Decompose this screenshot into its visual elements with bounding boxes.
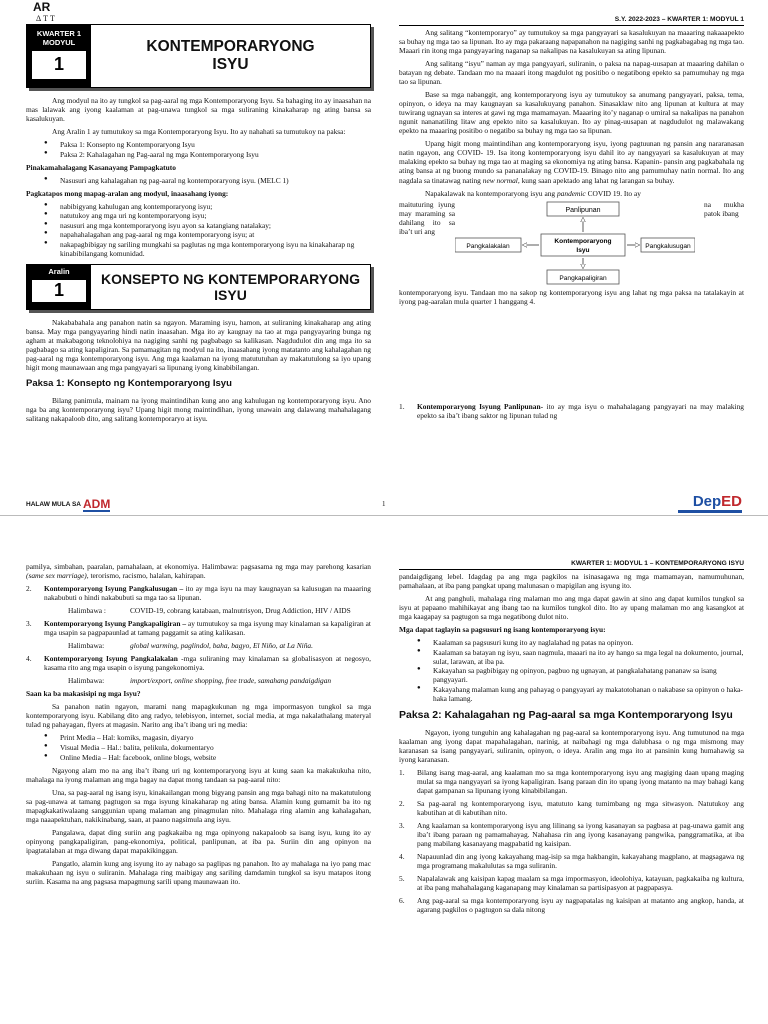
paksa2-paragraph: Ngayon, iyong tunguhin ang kahalagahan ng pag-aaral sa kontemporaryong isyu. Ang tumutunod na mga kaalaman ang iyong dapat mapahalagahan, narinig, at naibahagi ng mga dalubhasa o ng mga mismong may karanasan sa isang pangyayari, suliranin, opinyon, o ideya. Aralin ang mga ito at pansinin kung humahawig sa iyong karanasan.: [399, 727, 744, 764]
list-item: [399, 852, 744, 870]
isyu-types-diagram: [455, 200, 695, 286]
goal-item: ● nabibigyang kahulugan ang kontemporaryong isyu;: [26, 202, 371, 211]
list-item-body: ay tumutukoy sa mga isyung may kinalaman sa kapaligiran at mga usapin sa pagpapaunlad at tamang paggamit sa ating kalikasan.: [44, 619, 371, 638]
taglay-item: ● Kakayahan sa pagbibigay ng opinyon, pagbuo ng ugnayan, at pangkalahatang pananaw sa isang pangyayari.: [399, 666, 744, 684]
panghuli-paragraph: At ang panghuli, mahalaga ring malaman mo ang mga dapat gawin at sino ang dapat kumilos tungkol sa isyu at papaano mahihikayat ang ibang tao na kumilos tungkol dito. Ito ay upang malaman mo ang kasangkot at mga kaagapay sa pagtugon sa mga negatibong dulot nito.: [399, 594, 744, 622]
pandemic-word: pandemic: [556, 188, 586, 198]
corner-mark-ar: AR: [33, 0, 51, 14]
saan-heading: Saan ka ba makasisipi ng mga Isyu?: [26, 689, 141, 699]
covid-text: Upang higit mong maintindihan ang kontemporaryong isyu, iyong pagtuunan ng pansin ang nararanasan natin ngayon, ang COVID- 19. Isa itong kontemporaryong isyu dahil ito ay nangyayari sa kasalukuyan at may malaking epekto sa buhay ng mga tao at maging sa ekonomiya ng ating bansa. Kapanin- pansin ang pagkabahala ng ating bansa at ng buong mundo sa pananalakay ng COVID-19. Binago nito ang pamumuhay natin normal. Ito ang nagdala sa tinatawag nating: [399, 139, 744, 185]
cont-text-end: terorismo, racismo, halalan, kahirapan.: [90, 571, 206, 581]
aralin-title-line1: KONSEPTO NG KONTEMPORARYONG: [100, 270, 361, 287]
list-number: 4.: [26, 654, 32, 664]
isyu-types-list: [26, 584, 371, 685]
module-header: [26, 24, 371, 88]
list-item-title: Kontemporaryong Isyung Pangkalusugan –: [44, 584, 184, 594]
list-text: Bilang isang mag-aaral, ang kaalaman mo sa mga kontemporaryong isyu ang magiging daan upang maging mulat sa mga nangyayari sa iyong kapaligiran. Isang paraan din ito upang iyong matanto na may bahagi kang dapat gampanan sa lipunang iyong kinabibilangan.: [417, 767, 744, 795]
modyul-label: MODYUL: [42, 38, 76, 48]
list-text: [44, 584, 371, 602]
list-number: 5.: [399, 874, 405, 884]
page-2: [0, 515, 768, 1024]
same-sex-text: (same sex marriage),: [26, 571, 89, 581]
list-text: Napalalawak ang kaisipan kapag maalam sa mga impormasyon, ideolohiya, katayuan, pagkakaiba ng kultura, at iba pang mahahalagang kaganapang may kinalaman sa partisipasyon at pagpapasya.: [417, 874, 744, 893]
intro-paragraph-1: Ang modyul na ito ay tungkol sa pag-aaral ng mga Kontemporaryong Isyu. Sa bahaging ito ay inaasahan na mas lalawak ang iyong kaalaman at pag-unawa tungkol sa mga suliraning kinakaharap ng ating bansa sa kasalukuyan.: [26, 96, 371, 124]
example-value: import/export, online shopping, free trade, samahang pandaigdigan: [130, 676, 332, 686]
deped-logo-ed: ED: [721, 493, 742, 510]
list-item-body: ito ay mga isyu o mahahalagang pangyayari na may malaking epekto sa iba’t ibang saktor ng lipunan tulad ng: [417, 401, 744, 420]
example-value: COVID-19, cobrang katabaan, malnutrisyon, Drug Addiction, HIV / AIDS: [130, 606, 351, 616]
isyu-types-list-start: [399, 402, 744, 420]
list-item-title: Kontemporaryong Isyung Pangkalakalan: [44, 654, 178, 664]
diagram-label-center-1: Kontemporaryong: [554, 237, 612, 245]
paksa-list: [26, 140, 371, 159]
module-badge: [27, 25, 91, 87]
taglay-list: [399, 638, 744, 703]
paksa1-paragraph: Bilang panimula, mainam na iyong maintindihan kung ano ang kahulugan ng kontemporaryong isyu. Ano nga ba ang kontemporaryong isyu? Upang higit mong maintindihan, iyong unawain ang dalawang mahahalagang salitang nakapaloob dito, ang salitang kontemporaryo at isyu.: [26, 395, 371, 423]
diagram-label-pangkalusugan: Pangkalusugan: [645, 242, 691, 250]
list-number: 3.: [399, 821, 405, 831]
diagram-wrap-text-left: maituturing iyung may maraming sa dahilang ito sa iba’t uri ang: [399, 199, 455, 236]
module-title: [91, 25, 370, 87]
module-title-line1: KONTEMPORARYONG: [146, 38, 315, 56]
example-value: global warming, paglindol, baha, bagyo, El Niño, at La Niña.: [130, 641, 313, 651]
example-row: [68, 606, 371, 615]
pandemic-paragraph: [399, 189, 744, 198]
diagram-label-pangkalakalan: Pangkalakalan: [466, 242, 510, 250]
list-item-body: ito ay mga isyu na may kaugnayan sa kalusugan na maaaring nakabubuti o hindi nakabubuti sa mga tao sa lipunan.: [44, 584, 371, 603]
list-text: [44, 619, 371, 637]
example-label: Halimbawa:: [68, 641, 105, 651]
list-number: 1.: [399, 401, 405, 411]
page-number: 1: [382, 500, 386, 508]
example-label: Halimbawa:: [68, 676, 105, 686]
deped-logo-underline: [678, 510, 742, 513]
list-item: [399, 896, 744, 914]
isyu-types-diagram-block: [399, 200, 744, 286]
deped-logo-dep: Dep: [692, 493, 722, 510]
halaw-credit: [26, 498, 110, 512]
taglay-item: ● Kaalaman sa pagsusuri kung ito ay naglalahad ng patas na opinyon.: [399, 638, 744, 647]
list-text: [44, 654, 371, 672]
list-text: Ang pag-aaral sa mga kontemporaryong isyu ay nagpapatalas ng kaisipan at matanto ang angkop, handa, at agarang pagkilos o pagtugon sa dala nitong: [417, 896, 744, 915]
goal-item: ● napahahalagahan ang pag-aaral ng mga kontemporaryong isyu; at: [26, 230, 371, 239]
goal-item: ● natutukoy ang mga uri ng kontemporaryong isyu;: [26, 211, 371, 220]
list-item: [26, 584, 371, 602]
diagram-label-pangkapaligiran: Pangkapaligiran: [559, 274, 607, 282]
list-item-title: Kontemporaryong Isyung Pangkapaligiran –: [44, 619, 187, 629]
aralin-header: [26, 264, 371, 310]
taglay-heading: Mga dapat taglayin sa pagsusuri ng isang kontemporaryong isyu:: [399, 625, 606, 635]
pandemic-paragraph-end: kontemporaryong isyu. Tandaan mo na sakop ng kontemporaryong isyu ang lahat ng mga paksa na tatalakayin at iyong pag-aaralan mula quarter 1 hanggang 4.: [399, 287, 744, 306]
list-number: 2.: [26, 584, 32, 594]
list-item: [399, 402, 744, 420]
list-item: [399, 768, 744, 795]
module-running-header: KWARTER 1: MODYUL 1 – KONTEMPORARYONG ISYU: [399, 560, 744, 570]
media-item: ● Print Media – Hal: komiks, magasin, diyaryo: [26, 733, 371, 742]
covid-text-end: kung saan apektado ang lahat ng larangan sa buhay.: [521, 175, 675, 185]
list-number: 2.: [399, 798, 405, 808]
list-item: [26, 619, 371, 637]
list-number: 4.: [399, 852, 405, 862]
aralin-label: Aralin: [48, 266, 70, 276]
intro-paragraph-2: Ang Aralin 1 ay tumutukoy sa mga Kontemporaryong Isyu. Ito ay nahahati sa tumutukoy na paksa:: [52, 127, 346, 137]
list-item: [26, 654, 371, 672]
goal-item: ● nakapagbibigay ng sariling mungkahi sa paglutas ng mga kontemporaryong isyu na kinakaharap ng kinabibilangang komunidad.: [26, 240, 371, 258]
new-normal-text: new normal,: [482, 175, 520, 185]
list-number: 1.: [399, 767, 405, 777]
list-text: Napauunlad din ang iyong kakayahang mag-isip sa mga hakbangin, kakayahang magplano, at magsagawa ng mga programang makalulutas sa mga suliranin.: [417, 852, 744, 871]
diagram-label-panlipunan: Panlipunan: [565, 206, 601, 214]
example-row: [68, 641, 371, 650]
right-continuation: pandaigdigang lebel. Idagdag pa ang mga pagkilos na isinasagawa ng mga mamamayan, namumuhunan, pamahalaan, at iba pang pangkat upang malunasan o mapigilan ang isyung ito.: [399, 572, 744, 591]
pangatlo-paragraph: Pangatlo, alamin kung ang isyung ito ay nabago sa paglipas ng panahon. Ito ay mahalaga na iyo pang mac makakuhaan ng isyu o suliranin. Mahalaga ring maibigay ang sariling damdamin tungkol sa isyu matapos itong suriin. Kasama na ang pagsasa mapagmung sarili upang maunawaan ito.: [26, 858, 371, 886]
taglay-item: ● Kaalaman sa batayan ng isyu, saan nagmula, maaari na ito ay hango sa mga legal na dokumento, journal, sulat, larawan, at iba pa.: [399, 648, 744, 666]
list-text: Sa pag-aaral ng kontemporaryong isyu, matututo kang tumimbang ng mga sitwasyon. Natutukoy ang kabutihan at di kabutihan nito.: [417, 798, 744, 817]
media-item: ● Visual Media – Hal.: balita, pelikula, dokumentaryo: [26, 743, 371, 752]
halaw-text: HALAW MULA SA: [26, 501, 82, 509]
kwarter-label: KWARTER 1: [36, 29, 82, 38]
bottom-right-column: [399, 560, 744, 918]
ngayong-paragraph: Ngayong alam mo na ang iba’t ibang uri ng kontemporaryong isyu at kung saan ka makakukuha nito, mahalaga na iyong malaman ang mga bagay na dapat mong tandaan sa pag-aaral nito:: [26, 765, 371, 784]
aralin-title-line2: ISYU: [214, 286, 247, 303]
school-year-header: S.Y. 2022-2023 – KWARTER 1: MODYUL 1: [399, 16, 744, 26]
right-column: [399, 16, 744, 424]
corner-mark-at: ΔTT: [36, 14, 57, 23]
paksa2-heading: Paksa 2: Kahalagahan ng Pag-aaral sa mga Kontemporaryong Isyu: [399, 708, 733, 721]
melc-list: [26, 176, 371, 185]
melc-item: ● Nasusuri ang kahalagahan ng pag-aaral ng kontemporaryong isyu. (MELC 1): [26, 176, 371, 185]
list-item-body: -mga suliraning may kinalaman sa globalisasyon at negosyo, kasama rito ang mga usapin o isyung pangekonomiya.: [44, 654, 371, 673]
paksa-item: ● Paksa 2: Kahalagahan ng Pag-aaral ng mga Kontemporaryong Isyu: [26, 150, 371, 159]
deped-logo: [693, 494, 742, 509]
pandemic-text-start: Napakalawak na kontemporaryong isyu ang: [425, 188, 556, 198]
covid-paragraph: [399, 139, 744, 184]
aralin-badge: [27, 265, 91, 309]
paksa1-heading: Paksa 1: Konsepto ng Kontemporaryong Isyu: [26, 378, 232, 390]
media-item: ● Online Media – Hal: facebook, online blogs, website: [26, 753, 371, 762]
example-row: [68, 676, 371, 685]
melc-heading: Pinakamahalagang Kasanayang Pampagkatuto: [26, 162, 176, 172]
diagram-wrap-text-right: na mukha patok ibang: [704, 199, 744, 218]
list-number: 6.: [399, 896, 405, 906]
taglay-item: ● Kakayahang malaman kung ang pahayag o pangyayari ay makatotohanan o nakabase sa opinyon o haka-haka lamang.: [399, 685, 744, 703]
aralin-paragraph: Nakababahala ang panahon natin sa ngayon. Maraming isyu, hamon, at suliraning kinakaharap ang ating bansa. May mga pangyayaring hindi natin inaasahan. Mga ito ay kaugnay na tao at mga pangyayaring bunga ng agham at makabagong teknolohiya na nagiging sanhi ng pagbabago sa kalikasan. Nagdudulot din ang mga ito sa pagbabago sa ating kapaligiran. Sa pamamagitan ng modyul na ito, inaasahang iyong matatanto ang kahalagahan ng pag-aaral ng mga kontemporaryong isyu. Ang mga kaalaman na iyong matututuhan ay makatutulong sa iyo upang higit mong maunawaan ang mga pangyayari sa lipunang iyong kinabibilangan.: [26, 317, 371, 373]
module-title-line2: ISYU: [212, 56, 249, 73]
cont-text: pamilya, simbahan, paaralan, pamahalaan, at ekonomiya. Halimbawa: pagsasama ng mga may parehong kasarian: [26, 562, 371, 571]
adm-logo: ADM: [83, 497, 111, 511]
panlipunan-continuation: [26, 562, 371, 580]
list-number: 3.: [26, 619, 32, 629]
goals-heading: Pagkatapos mong mapag-aralan ang modyul, inaasahang iyong:: [26, 188, 229, 198]
list-item-title: Kontemporaryong Isyung Panlipunan-: [417, 401, 544, 411]
pandemic-text-mid: COVID 19. Ito ay: [587, 188, 641, 198]
definition-paragraph: Base sa mga nabanggit, ang kontemporaryong isyu ay tumutukoy sa anumang pangyayari, paksa, tema, opinyon, o ideya na may kaugnayan sa kasalukuyang panahon. Sinasaklaw nito ang lipunan at kultura at may tuwirang ugnayan sa interes at gawi ng mga mamamayan. Maaaring ito’y naganap o umiral sa nakalipas na panahon ngunit nananatiling litaw ang epekto nito sa kasalukuyan. Ito ay pinag-uusapan at nagdudulot ng malawakang epekto na maaaring positibo o negatibo sa buhay ng mga tao sa lipunan.: [399, 90, 744, 136]
module-number: 1: [32, 51, 86, 79]
list-item: [399, 874, 744, 892]
list-item: [399, 821, 744, 848]
aralin-number: 1: [32, 280, 86, 302]
paksa-item: ● Paksa 1: Konsepto ng Kontemporaryong Isyu: [26, 140, 371, 149]
media-list: [26, 733, 371, 761]
kontemporaryo-paragraph: Ang salitang “kontemporaryo” ay tumutukoy sa mga pangyayari sa kasalukuyan na maaaring nakaaapekto sa buhay ng mga tao sa lipunan. Ito ay mga pakaraang napapanahon na nagiging sanhi ng pagkabagabag ng mga tao. Maaari rin itong mga pangyayaring naganap sa nakalipas na kasalukuyan sa ating lipunan.: [399, 28, 744, 56]
goal-item: ● nasusuri ang mga kontemporaryong isyu ayon sa katangiang natalakay;: [26, 221, 371, 230]
goals-list: [26, 202, 371, 258]
saan-paragraph: Sa panahon natin ngayon, marami nang mapagkukunan ng mga impormasyon tungkol sa mga kontemporaryong isyu. Kabilang dito ang radyo, telebisyon, internet, social media, at mga nakalathalang materyal tulad ng pahayagan, flyers at magasin. Narito ang iba’t ibang uri ng media:: [26, 702, 371, 730]
pangalawa-paragraph: Pangalawa, dapat ding suriin ang pagkakaiba ng mga opinyong nakapaloob sa isang isyu, kung ito ay opinyong pangkapaligiran, pang-ekonomiya, political, panlipunan, at iba pa. Suriin din ang opinyon na ipagtatalaban at mga diwang dapat mapakikinggan.: [26, 827, 371, 855]
example-label: Halimbawa :: [68, 606, 106, 616]
kahalagahan-list: [399, 768, 744, 914]
diagram-label-center-2: Isyu: [576, 246, 590, 254]
isyu-paragraph: Ang salitang “isyu” naman ay mga pangyayari, suliranin, o paksa na napag-uusapan at maaaring dahilan o batayan ng debate. Tandaan mo na maaari itong magdulot ng positibo o negatibong epekto sa pamumuhay ng mga tao sa lipunan.: [399, 59, 744, 87]
una-paragraph: Una, sa pag-aaral ng isang isyu, kinakailangan mong bigyang pansin ang mga bahagi nito na makatutulong sa pag-unawa at tamang pagtugon sa mga isyung kinakaharap ng ating bansa. Alamin kung gumamit ba ito ng mapagkakatiwalaang sanggunian upang malaman ang pinagmulan nito. Mahalaga ring alamin ang kahalagahan, mga naaapektuhan, nakikinabang, saan, at paano nagsimula ang isyu.: [26, 787, 371, 824]
list-text: Ang kaalaman sa kontemporaryong isyu ang lilinang sa iyong kasanayan sa pagbasa at pag-unawa gamit ang iba’t ibang paraan ng pamamahayag. Nahahasa rin ang iyong kasanayang pangwika, panggramatika, at iba pang mabilang kasanayang magpabatid ng kaisipan.: [417, 821, 744, 849]
left-column: [26, 24, 371, 427]
bottom-left-column: [26, 562, 371, 890]
list-item: [399, 799, 744, 817]
aralin-title: [91, 265, 370, 309]
list-text: [417, 402, 744, 420]
